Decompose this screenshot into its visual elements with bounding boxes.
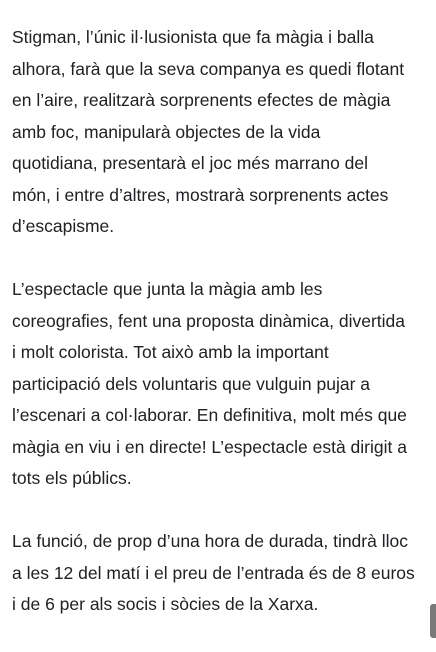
text-line: i de 6 per als socis i sòcies de la Xarxa.: [12, 594, 319, 614]
article-body: [12, 22, 432, 652]
scrollbar-thumb[interactable]: [430, 604, 436, 638]
text-line: Stigman, l’únic il·lusionista que fa màgia i balla: [12, 27, 374, 47]
text-line: coreografies, fent una proposta dinàmica, divertida: [12, 310, 406, 331]
text-line: en l’aire, realitzarà sorprenents efectes de màgia: [12, 90, 391, 110]
text-line: amb foc, manipularà objectes de la vida: [12, 121, 321, 142]
text-line: participació dels voluntaris que vulguin pujar a: [12, 373, 370, 394]
text-line: tots els públics.: [12, 468, 132, 488]
text-line: a les 12 del matí i el preu de l’entrada és de 8 euros: [12, 562, 415, 583]
paragraph-performance-description: [12, 22, 432, 243]
text-line: alhora, farà que la seva companya es quedi flotant: [12, 58, 405, 79]
paragraph-show-summary: [12, 274, 432, 495]
text-line: d’escapisme.: [12, 216, 115, 236]
text-line: L’espectacle que junta la màgia amb les: [12, 279, 323, 299]
text-line: La funció, de prop d’una hora de durada, tindrà lloc: [12, 531, 408, 551]
text-line: màgia en viu i en directe! L’espectacle està dirigit a: [12, 436, 407, 457]
text-line: i molt colorista. Tot això amb la important: [12, 342, 329, 362]
paragraph-schedule-and-price: [12, 526, 432, 621]
text-line: món, i entre d’altres, mostrarà sorprenents actes: [12, 184, 389, 205]
text-line: l’escenari a col·laborar. En definitiva, molt més que: [12, 405, 407, 425]
text-line: quotidiana, presentarà el joc més marrano del: [12, 153, 369, 173]
